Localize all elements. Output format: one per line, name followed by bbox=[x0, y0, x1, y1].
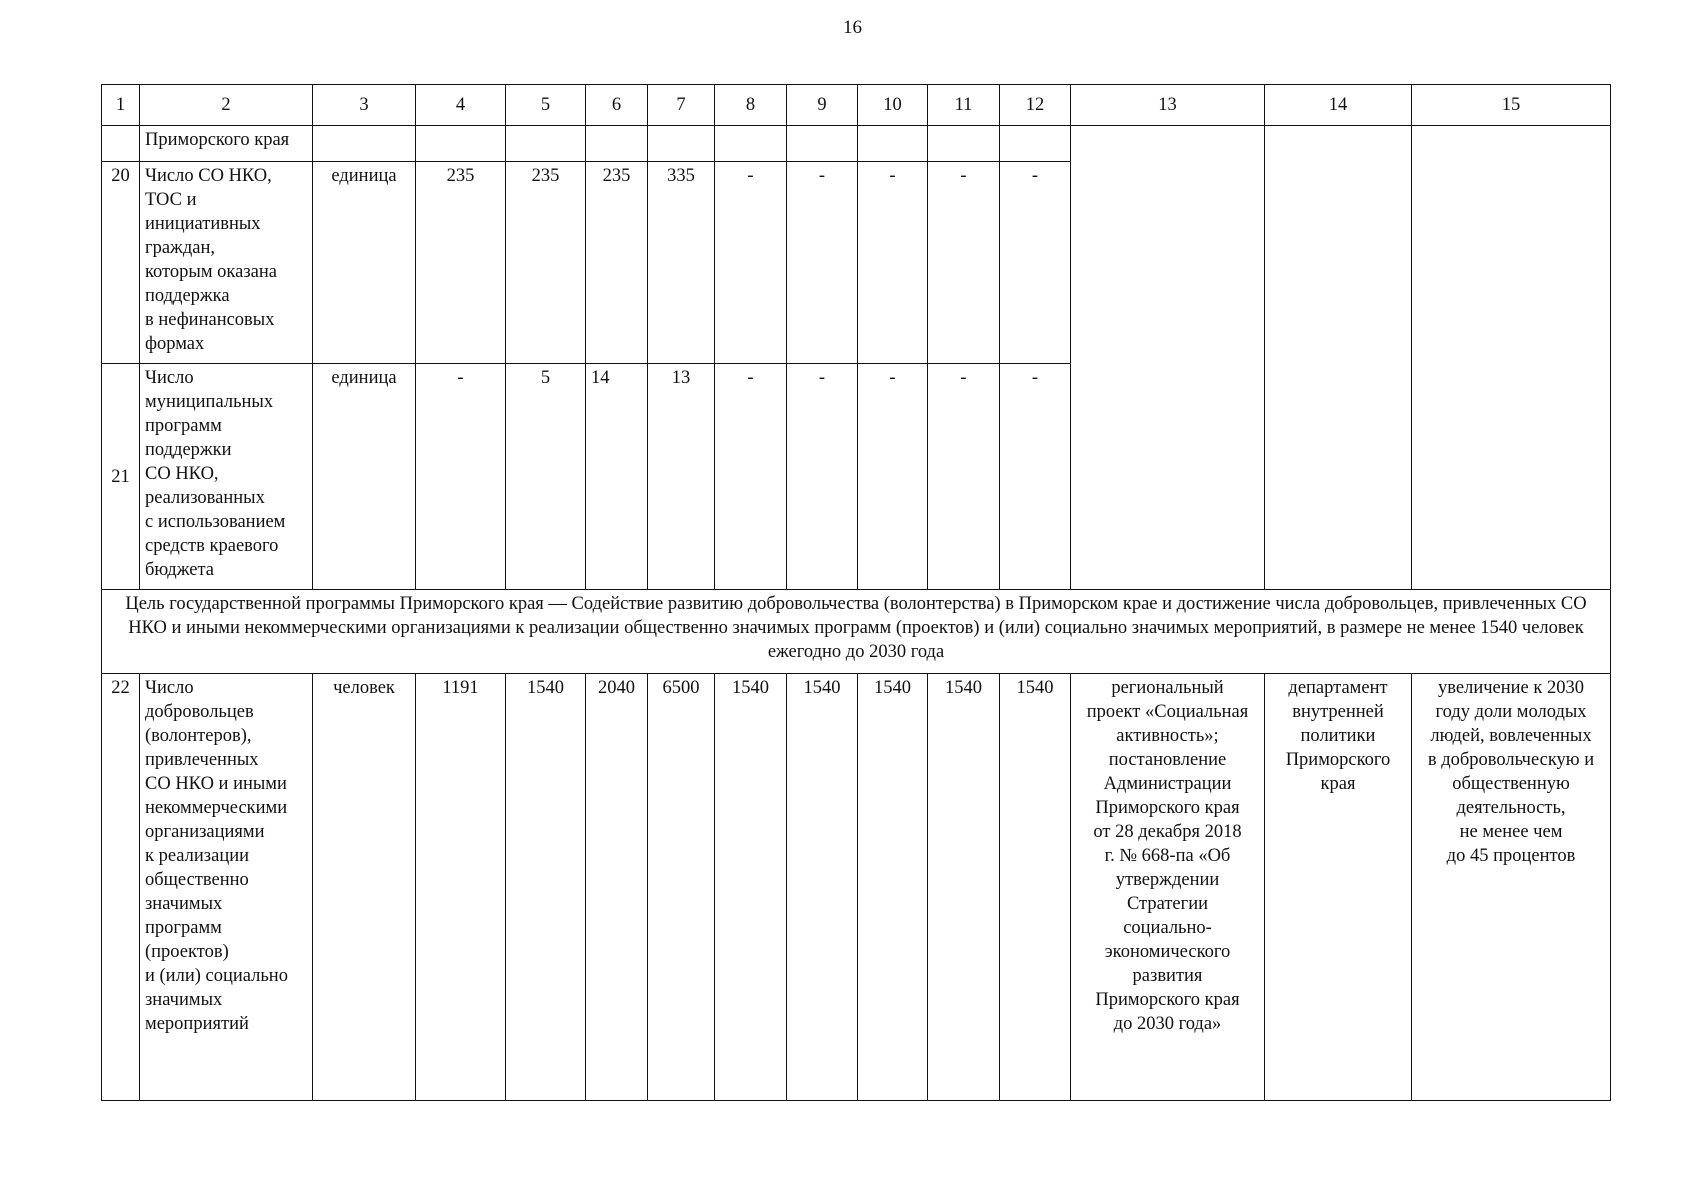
value-cell: 1540 bbox=[858, 674, 928, 1101]
row-number: 21 bbox=[102, 364, 140, 590]
value-cell: - bbox=[858, 162, 928, 364]
goal-row bbox=[102, 590, 1611, 674]
page-number: 16 bbox=[843, 17, 862, 38]
col-header: 8 bbox=[715, 85, 787, 126]
col-header: 4 bbox=[416, 85, 506, 126]
col-header: 10 bbox=[858, 85, 928, 126]
value-cell: - bbox=[787, 364, 858, 590]
value-cell: 1191 bbox=[416, 674, 506, 1101]
value-cell: - bbox=[928, 162, 1000, 364]
col-header: 6 bbox=[586, 85, 648, 126]
unit-cell: человек bbox=[313, 674, 416, 1101]
value-cell: 1540 bbox=[715, 674, 787, 1101]
col-header: 7 bbox=[648, 85, 715, 126]
value-cell: - bbox=[928, 364, 1000, 590]
col-header: 11 bbox=[928, 85, 1000, 126]
program-goal: Цель государственной программы Приморского края — Содействие развитию добровольчества (волонтерства) в Приморском крае и достижение числа добровольцев, привлеченных СО НКО и иными некоммерческими организациями к реализации общественно значимых программ (проектов) и (или) социально значимых мероприятий, в размере не менее 1540 человек ежегодно до 2030 года bbox=[102, 590, 1611, 674]
expected-result: увеличение к 2030 году доли молодых людей, вовлеченных в добровольческую и общественную деятельность, не менее чем до 45 процентов bbox=[1427, 678, 1595, 866]
value-cell: 335 bbox=[648, 162, 715, 364]
value-cell: - bbox=[715, 162, 787, 364]
value-cell: - bbox=[1000, 162, 1071, 364]
value-cell: 5 bbox=[506, 364, 586, 590]
value-cell: - bbox=[715, 364, 787, 590]
col-header: 14 bbox=[1265, 85, 1412, 126]
col-header: 9 bbox=[787, 85, 858, 126]
value-cell: 2040 bbox=[586, 674, 648, 1101]
col14-blank bbox=[1265, 126, 1412, 590]
value-cell: 6500 bbox=[648, 674, 715, 1101]
col15-blank bbox=[1412, 126, 1611, 590]
table-row bbox=[102, 126, 1611, 162]
indicator-name: Число добровольцев (волонтеров), привлеченных СО НКО и иными некоммерческими организациями к реализации общественно значимых программ (проектов) и (или) социально значимых мероприятий bbox=[145, 678, 288, 1034]
column-numbers-row bbox=[102, 85, 1611, 126]
responsible-executor: департамент внутренней политики Приморского края bbox=[1285, 678, 1391, 794]
value-cell: 235 bbox=[506, 162, 586, 364]
value-cell: 1540 bbox=[928, 674, 1000, 1101]
table-row bbox=[102, 674, 1611, 1101]
value-cell: 235 bbox=[586, 162, 648, 364]
value-cell: 14 bbox=[586, 364, 648, 590]
indicators-table bbox=[101, 84, 1611, 1101]
value-cell: - bbox=[787, 162, 858, 364]
legal-basis: региональный проект «Социальная активность»; постановление Администрации Приморского края от 28 декабря 2018 г. № 668-па «Об утверждении Стратегии социально- экономического развития Приморского края до 2030 года» bbox=[1086, 678, 1249, 1034]
indicator-name: Число СО НКО, ТОС и инициативных граждан, которым оказана поддержка в нефинансовых формах bbox=[145, 166, 277, 354]
value-cell: 1540 bbox=[787, 674, 858, 1101]
value-cell: 13 bbox=[648, 364, 715, 590]
col-header: 13 bbox=[1071, 85, 1265, 126]
value-cell: - bbox=[1000, 364, 1071, 590]
col-header: 2 bbox=[140, 85, 313, 126]
col-header: 1 bbox=[102, 85, 140, 126]
col-header: 12 bbox=[1000, 85, 1071, 126]
value-cell: 235 bbox=[416, 162, 506, 364]
value-cell: - bbox=[858, 364, 928, 590]
col-header: 5 bbox=[506, 85, 586, 126]
col-header: 3 bbox=[313, 85, 416, 126]
col-header: 15 bbox=[1412, 85, 1611, 126]
row-number: 22 bbox=[102, 674, 140, 1101]
value-cell: 1540 bbox=[506, 674, 586, 1101]
indicator-name: Число муниципальных программ поддержки СО НКО, реализованных с использованием средств краевого бюджета bbox=[145, 368, 286, 580]
value-cell: 1540 bbox=[1000, 674, 1071, 1101]
unit-cell: единица bbox=[313, 364, 416, 590]
col13-blank bbox=[1071, 126, 1265, 590]
row-name-continuation: Приморского края bbox=[140, 126, 313, 162]
row-number: 20 bbox=[102, 162, 140, 364]
unit-cell: единица bbox=[313, 162, 416, 364]
value-cell: - bbox=[416, 364, 506, 590]
